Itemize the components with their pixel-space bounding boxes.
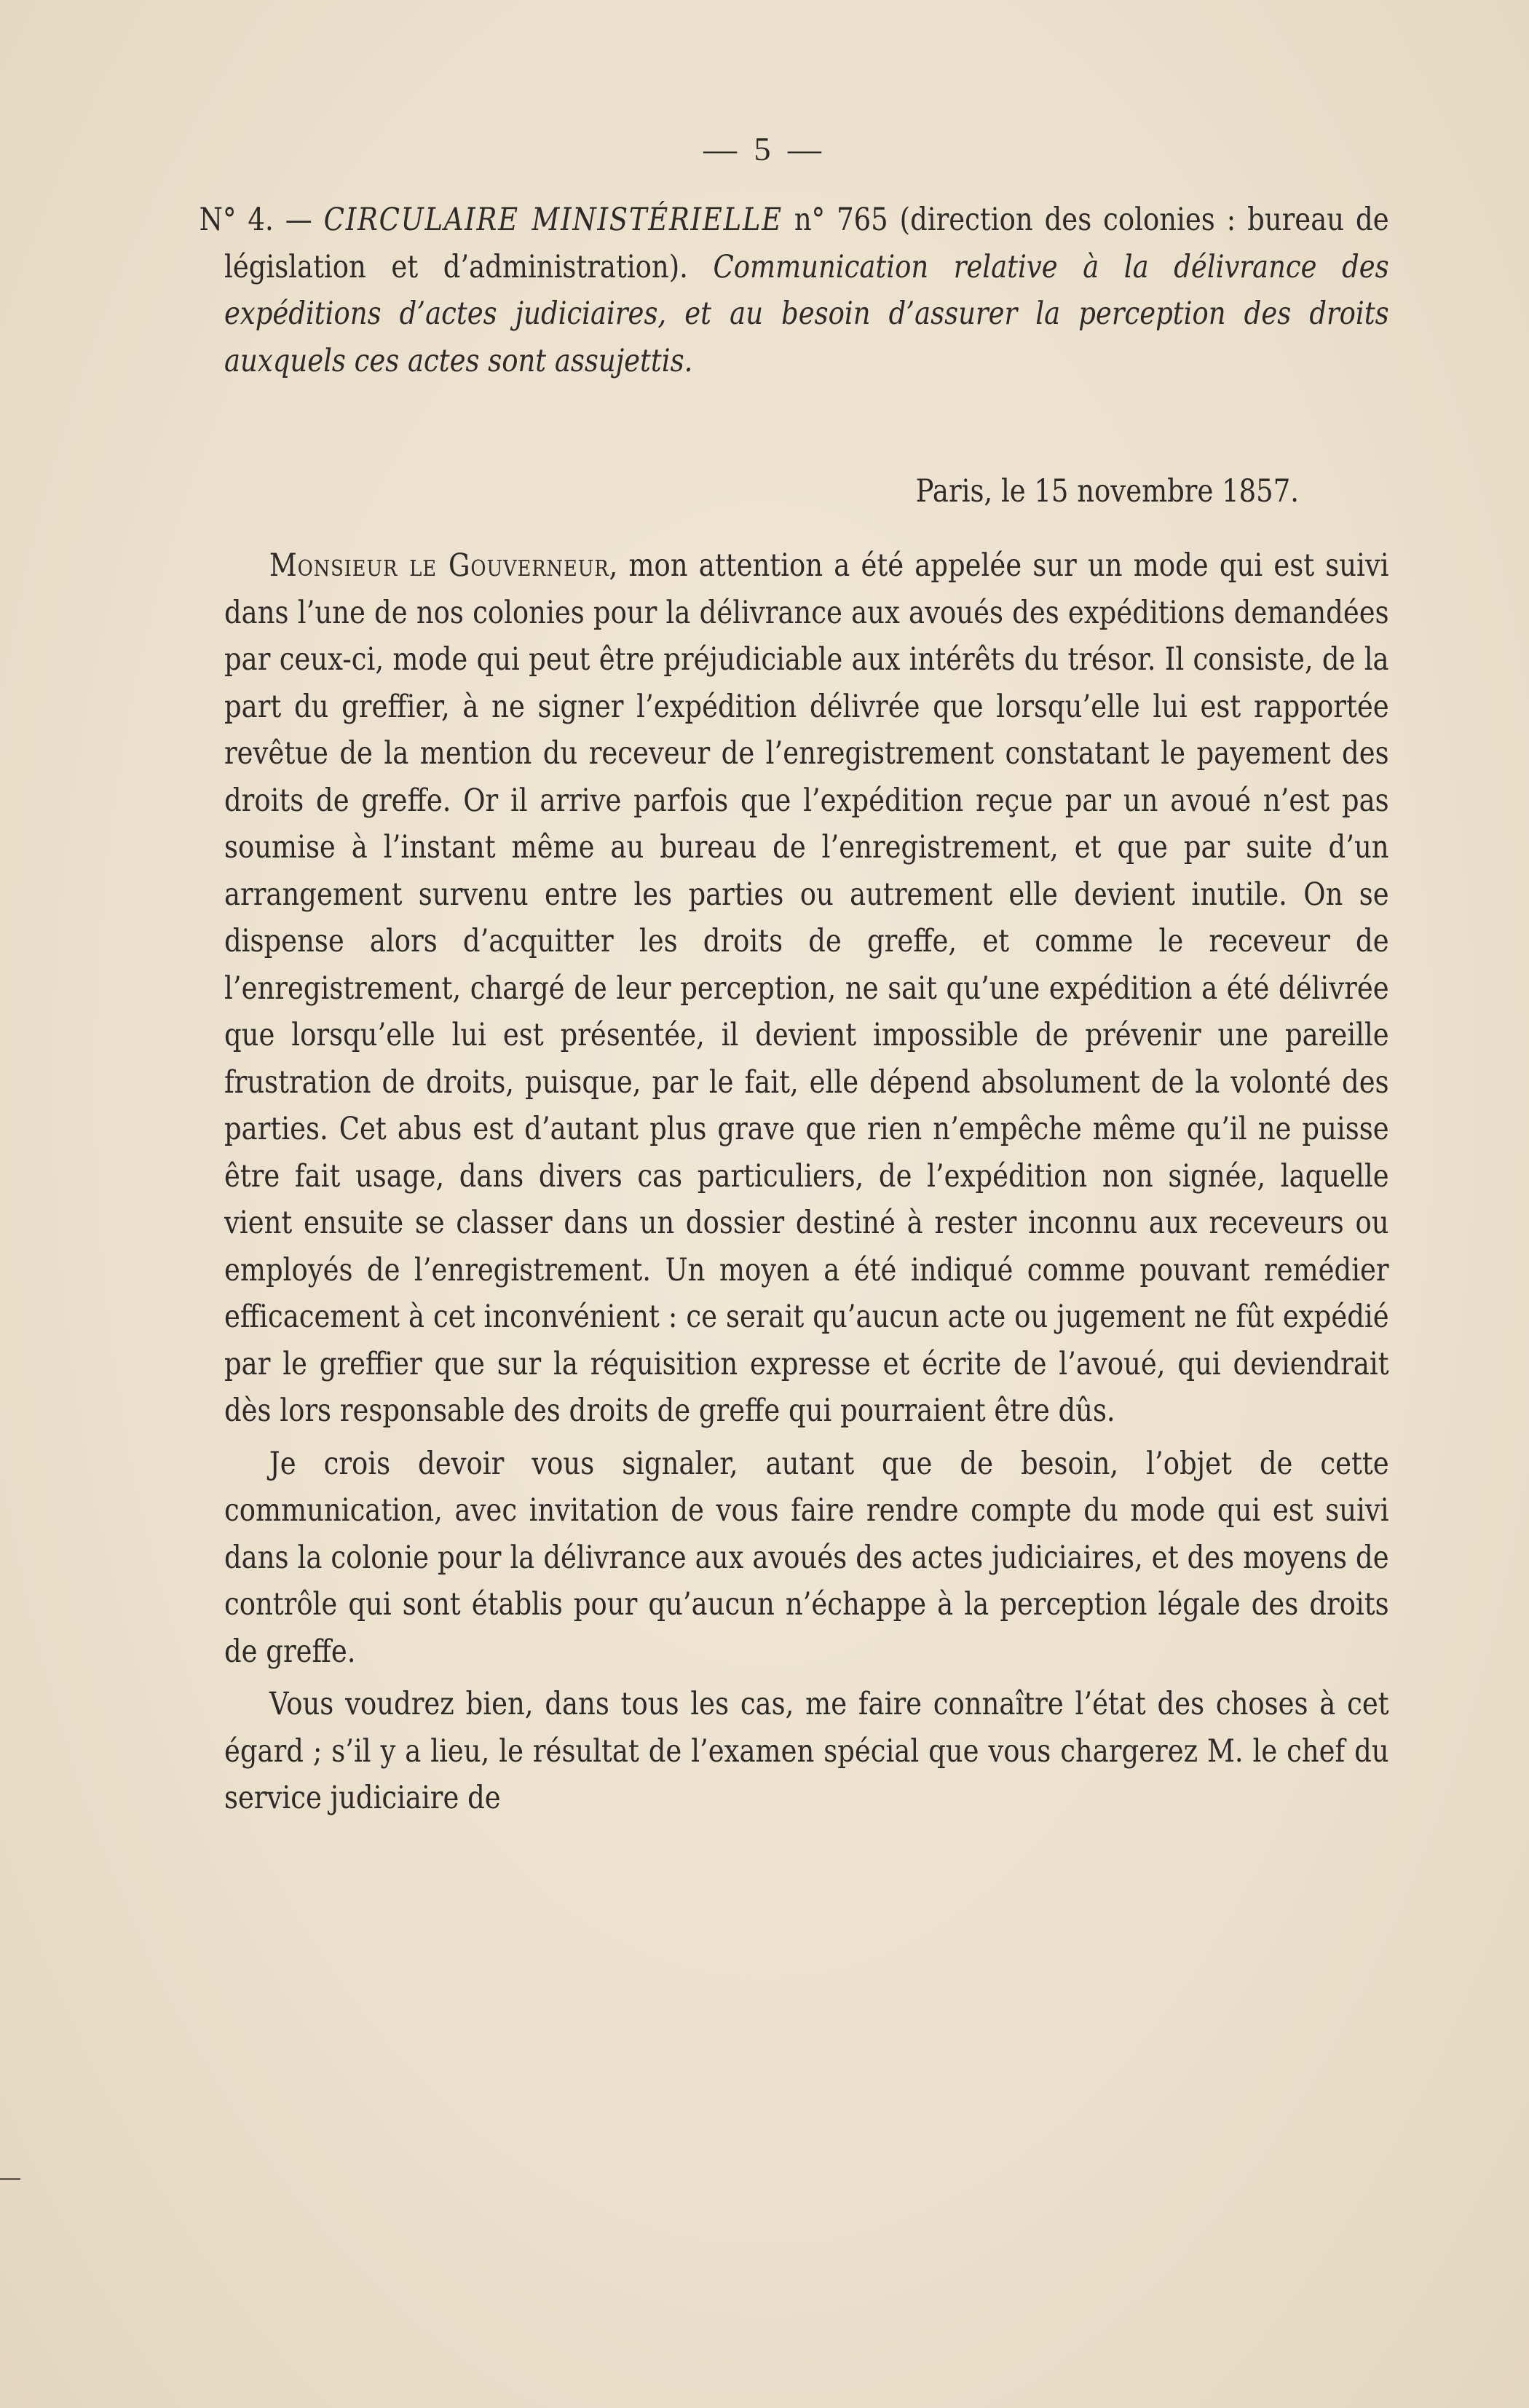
circular-number: N° 4. — [199, 202, 312, 238]
paragraph-3: Vous voudrez bien, dans tous les cas, me faire connaître l’état des choses à cet égard ; s’il y a lieu, le résultat de l’examen spécial que vous chargerez M. le chef du service judiciaire de [224, 1686, 1389, 1816]
circular-reference: n° 765 (direction des colonies : bureau de législation et d’administration). [224, 202, 1389, 285]
salutation: Monsieur le Gouverneur [269, 547, 609, 584]
dateline: Paris, le 15 novembre 1857. [915, 473, 1299, 510]
paragraph-1-text: , mon attention a été appelée sur un mode qui est suivi dans l’une de nos colonies pour la délivrance aux avoués des expéditions demandées par ceux-ci, mode qui peut être préjudiciable aux intérêts du trésor. Il consiste, de la part du greffier, à ne signer l’expédition délivrée que lorsqu’elle lui est rapportée revêtue de la mention du receveur de l’enregistrement constatant le payement des droits de greffe. Or il arrive parfois que l’expédition reçue par un avoué n’est pas soumise à l’instant même au bureau de l’enregistrement, et que par suite d’un arrangement survenu entre les parties ou autrement elle devient inutile. On se dispense alors d’acquitter les droits de greffe, et comme le receveur de l’enregistrement, chargé de leur perception, ne sait qu’une expédition a été délivrée que lorsqu’elle lui est présentée, il devient impossible de prévenir une pareille frustration de droits, puisque, par le fait, elle dépend absolument de la volonté des parties. Cet abus est d’autant plus grave que rien n’empêche même qu’il ne puisse être fait usage, dans divers cas particuliers, de l’expédition non signée, laquelle vient ensuite se classer dans un dossier destiné à rester inconnu aux receveurs ou employés de l’enregistrement. Un moyen a été indiqué comme pouvant remédier efficacement à cet inconvénient : ce serait qu’aucun acte ou jugement ne fût expédié par le greffier que sur la réquisition expresse et écrite de l’avoué, qui deviendrait dès lors responsable des droits de greffe qui pourraient être dûs. [224, 547, 1389, 1429]
circular-subject: Communication relative à la délivrance des expéditions d’actes judiciaires, et au besoin d’assurer la perception des droits auxquels ces actes sont assujettis. [224, 248, 1389, 379]
margin-mark [0, 2178, 20, 2180]
paragraph-1 [224, 542, 1389, 1435]
letter-body [224, 542, 1389, 1822]
paragraph-2: Je crois devoir vous signaler, autant que de besoin, l’objet de cette communication, avec invitation de vous faire rendre compte du mode qui est suivi dans la colonie pour la délivrance aux avoués des actes judiciaires, et des moyens de contrôle qui sont établis pour qu’aucun n’échappe à la perception légale des droits de greffe. [224, 1445, 1389, 1670]
circular-heading [199, 197, 1389, 384]
page-number: — 5 — [703, 130, 826, 167]
circular-title: CIRCULAIRE MINISTÉRIELLE [323, 202, 783, 238]
